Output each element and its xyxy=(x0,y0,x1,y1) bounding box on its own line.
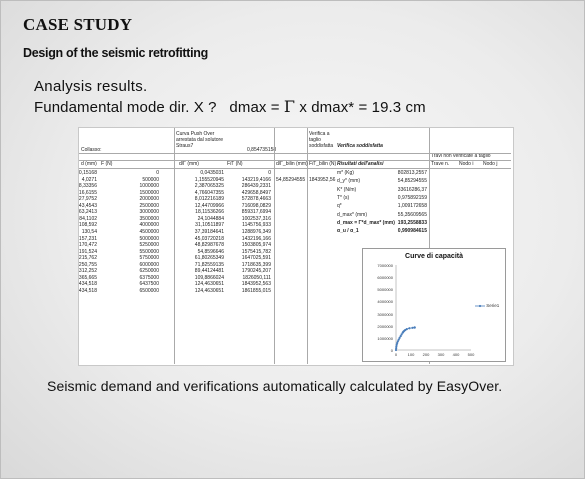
table-cell: 6000000 xyxy=(139,261,159,268)
result-label: q* xyxy=(337,203,342,210)
legend-marker xyxy=(475,304,485,308)
header-d-gamma: d/Γ (mm) xyxy=(179,161,199,167)
curve-note-2: arrestata dal solutore xyxy=(176,137,223,143)
table-cell: 84,1102 xyxy=(79,215,97,222)
table-cell: 1843952,563 xyxy=(241,281,271,288)
grid-line xyxy=(79,168,511,169)
slide-title: CASE STUDY xyxy=(23,15,133,34)
bilinear-cell: 54,85294555 xyxy=(276,176,306,183)
table-cell: 71,82559135 xyxy=(194,261,224,268)
table-cell: 5750000 xyxy=(139,255,159,262)
grid-line xyxy=(79,153,511,154)
slide-subtitle: Design of the seismic retrofitting xyxy=(23,46,208,60)
table-cell: 6250000 xyxy=(139,268,159,275)
table-cell: 434,518 xyxy=(78,281,97,288)
verifica-note-2: taglio xyxy=(309,137,321,143)
result-value: 54,85294555 xyxy=(397,178,427,185)
y-tick-label: 3000000 xyxy=(377,311,393,317)
y-tick-label: 4000000 xyxy=(377,299,393,305)
table-cell: 157,231 xyxy=(78,235,97,242)
table-cell: 24,1044884 xyxy=(197,215,224,222)
verifica-note-3: soddisfatta xyxy=(309,143,334,149)
table-cell: 0,15168 xyxy=(78,170,97,176)
top-value: 0,854735158 xyxy=(247,147,277,153)
table-cell: 2,387065325 xyxy=(194,183,224,190)
header-f-gamma: F/Γ (N) xyxy=(227,161,243,167)
legend-label: Serie1 xyxy=(486,303,500,308)
travi-col-nodo-i: Nodo i xyxy=(459,161,474,167)
result-label: d_max = Γ*d_max* (mm) xyxy=(337,219,395,226)
table-cell: 5500000 xyxy=(139,248,159,255)
table-cell: 1718635,399 xyxy=(241,261,271,268)
table-cell: 1,155520945 xyxy=(194,176,224,183)
result-value: 55,35609565 xyxy=(397,211,427,218)
series-point xyxy=(411,327,413,329)
series-point xyxy=(406,328,408,330)
table-cell: 215,762 xyxy=(78,255,97,262)
table-cell: 0 xyxy=(156,170,159,176)
table-cell: 3500000 xyxy=(139,215,159,222)
table-cell: 45,03720218 xyxy=(194,235,224,242)
y-tick-label: 6000000 xyxy=(377,275,393,281)
table-cell: 1288976,349 xyxy=(241,228,271,235)
table-cell: 43,4543 xyxy=(78,202,97,209)
table-cell: 5000000 xyxy=(139,235,159,242)
table-cell: 0 xyxy=(268,170,271,176)
legend xyxy=(475,303,499,308)
result-label: m* (Kg) xyxy=(337,170,354,176)
x-tick-label: 400 xyxy=(452,352,460,357)
gamma-symbol: Γ xyxy=(283,97,296,116)
table-cell: 54,8596646 xyxy=(197,248,224,255)
collasso-label: Collasso: xyxy=(81,147,102,153)
series-point xyxy=(414,326,416,328)
table-cell: 12,44709966 xyxy=(194,202,224,209)
chart-title: Curve di capacità xyxy=(405,253,463,260)
header-d-bilin: d/Γ_bilin (mm) xyxy=(276,161,308,167)
header-risultati: Risultati dell'analisi xyxy=(337,161,384,167)
result-label: α_u / α_1 xyxy=(337,228,359,235)
curve-note-1: Curva Push Over xyxy=(176,131,215,137)
y-tick-label: 7000000 xyxy=(377,263,393,268)
table-cell: 312,252 xyxy=(78,268,97,275)
result-label: K* (N/m) xyxy=(337,186,357,193)
table-cell: 1432196,166 xyxy=(241,235,271,242)
analysis-results-text: Analysis results. xyxy=(34,78,148,95)
result-label: d_y* (mm) xyxy=(337,178,361,185)
header-f-bilin: F/Γ_bilin (N) xyxy=(309,161,337,167)
result-value: 0,975892159 xyxy=(397,194,427,201)
table-cell: 2500000 xyxy=(139,202,159,209)
table-cell: 4,0271 xyxy=(81,176,97,183)
fundamental-mode-text xyxy=(34,97,426,116)
table-cell: 108,592 xyxy=(78,222,97,229)
verifica-note-1: Verifica a xyxy=(309,131,330,137)
table-cell: 500000 xyxy=(142,176,159,183)
curve-note-3: Straus7 xyxy=(176,143,194,149)
table-cell: 716098,0829 xyxy=(241,202,271,209)
table-cell: 859317,6994 xyxy=(241,209,271,216)
header-d: d (mm) xyxy=(81,161,97,167)
x-tick-label: 0 xyxy=(394,352,398,357)
caption: Seismic demand and verifications automatically calculated by EasyOver. xyxy=(47,378,503,394)
table-cell: 4000000 xyxy=(139,222,159,229)
table-cell: 63,2413 xyxy=(78,209,97,216)
table-cell: 8,012216189 xyxy=(194,196,224,203)
table-cell: 1826050,111 xyxy=(242,274,271,281)
table-cell: 16,6155 xyxy=(78,189,97,196)
table-cell: 170,472 xyxy=(78,242,97,249)
table-cell: 124,4630651 xyxy=(194,287,224,294)
table-cell: 5250000 xyxy=(139,242,159,249)
bilinear-cell: 1843952,56 xyxy=(309,176,336,183)
table-cell: 6500000 xyxy=(139,287,159,294)
verifica-status: Verifica soddisfatta xyxy=(337,143,383,149)
table-cell: 1145756,933 xyxy=(242,222,271,229)
result-value: 193,2558833 xyxy=(397,219,427,226)
table-cell: 6375000 xyxy=(139,274,159,281)
table-cell: 1790245,207 xyxy=(241,268,271,275)
result-label: T* (s) xyxy=(337,194,350,201)
x-tick-label: 300 xyxy=(437,352,445,357)
table-cell: 8,33356 xyxy=(78,183,97,190)
table-cell: 1500000 xyxy=(139,189,159,196)
table-cell: 429658,8497 xyxy=(241,189,271,196)
table-cell: 434,518 xyxy=(78,287,97,294)
table-cell: 1503805,974 xyxy=(241,242,271,249)
table-cell: 4500000 xyxy=(139,228,159,235)
table-cell: 1002537,316 xyxy=(241,215,271,222)
table-cell: 1861855,015 xyxy=(241,287,271,294)
table-cell: 1647025,591 xyxy=(241,255,271,262)
table-cell: 124,4630651 xyxy=(194,281,224,288)
table-cell: 130,54 xyxy=(81,228,97,235)
table-cell: 250,755 xyxy=(78,261,97,268)
y-tick-label: 5000000 xyxy=(377,287,393,293)
table-cell: 0,0435031 xyxy=(200,170,224,176)
table-cell: 6437500 xyxy=(139,281,159,288)
x-tick-label: 500 xyxy=(467,352,475,357)
x-tick-label: 100 xyxy=(407,352,415,357)
capacity-chart xyxy=(362,248,506,362)
fundamental-mode-suffix: x dmax* = 19.3 cm xyxy=(295,99,426,116)
spreadsheet-image xyxy=(78,127,514,366)
table-cell: 286439,2331 xyxy=(241,183,271,190)
table-cell: 48,82987678 xyxy=(194,242,224,249)
table-cell: 365,665 xyxy=(78,274,97,281)
table-cell: 89,44124481 xyxy=(194,268,224,275)
travi-col-nodo-j: Nodo j xyxy=(483,161,498,167)
travi-col-trave: Trave n. xyxy=(431,161,450,167)
table-cell: 3000000 xyxy=(139,209,159,216)
table-cell: 143219,4166 xyxy=(241,176,271,183)
table-cell: 37,39184641 xyxy=(194,228,224,235)
table-cell: 1575415,782 xyxy=(241,248,271,255)
y-tick-label: 1000000 xyxy=(377,335,393,341)
header-f: F (N) xyxy=(101,161,113,167)
result-label: d_max* (mm) xyxy=(337,211,368,218)
table-cell: 27,9752 xyxy=(78,196,97,203)
y-tick-label: 2000000 xyxy=(377,323,393,329)
result-value: 0,990984615 xyxy=(397,228,427,235)
table-cell: 31,10511897 xyxy=(195,222,224,229)
y-tick-label: 0 xyxy=(390,348,393,353)
table-cell: 191,524 xyxy=(78,248,97,255)
table-cell: 18,11536266 xyxy=(195,209,224,216)
result-value: 33616286,37 xyxy=(397,186,427,193)
table-cell: 1000000 xyxy=(139,183,159,190)
travi-title: Travi non verificate a taglio xyxy=(431,153,491,159)
table-cell: 572878,4663 xyxy=(241,196,271,203)
fundamental-mode-prefix: Fundamental mode dir. X ? dmax = xyxy=(34,99,284,116)
result-value: 1,009172658 xyxy=(397,203,427,210)
table-cell: 2000000 xyxy=(139,196,159,203)
result-value: 802813,2557 xyxy=(397,170,427,176)
grid-line xyxy=(274,128,275,364)
table-cell: 109,8866024 xyxy=(194,274,224,281)
series-point xyxy=(408,327,410,329)
table-cell: 61,80265349 xyxy=(194,255,224,262)
table-cell: 4,766047355 xyxy=(194,189,224,196)
x-tick-label: 200 xyxy=(422,352,430,357)
